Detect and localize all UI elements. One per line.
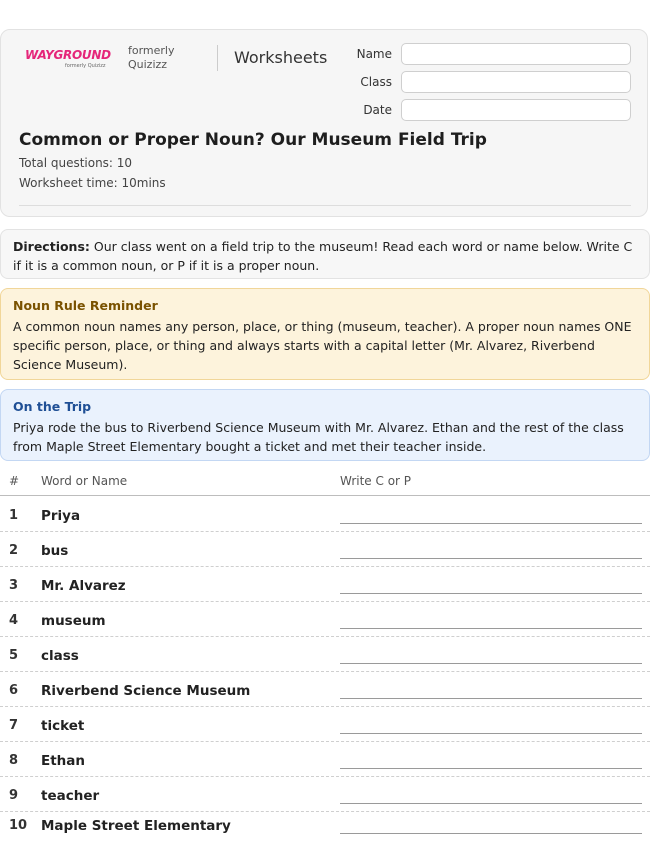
worksheet-time: Worksheet time: 10mins [19,176,166,190]
row-number: 4 [9,613,19,628]
class-field[interactable] [401,71,631,93]
wayground-logo [25,48,115,72]
table-row [0,672,650,707]
row-number: 7 [9,718,19,733]
directions-text: Our class went on a field trip to the museum! Read each word or name below. Write C if it is a common noun, or P if it is a proper noun. [13,239,633,273]
table-row [0,497,650,532]
column-header-word: Word or Name [41,474,128,488]
trip-heading: On the Trip [13,399,92,414]
row-word: Ethan [41,753,86,769]
row-word: ticket [41,718,85,734]
answer-line[interactable] [340,663,642,664]
answer-line[interactable] [340,833,642,834]
noun-rule-reminder [0,288,650,380]
header-rule [19,205,631,206]
total-questions: Total questions: 10 [19,156,133,170]
worksheets-label: Worksheets [234,48,328,67]
name-label: Name [356,47,392,61]
worksheet-title: Common or Proper Noun? Our Museum Field Trip [19,130,487,150]
table-row [0,707,650,742]
row-number: 10 [9,818,28,833]
formerly-quizizz-text: formerly Quizizz [128,44,175,71]
answer-line[interactable] [340,628,642,629]
row-number: 1 [9,508,19,523]
answer-line[interactable] [340,593,642,594]
row-word: teacher [41,788,100,804]
logo-wordmark: WAYGROUND [25,48,111,62]
table-row [0,807,650,842]
row-word: Riverbend Science Museum [41,683,251,699]
answer-line[interactable] [340,803,642,804]
row-number: 6 [9,683,19,698]
row-word: museum [41,613,106,629]
table-header-rule [0,495,650,496]
date-field[interactable] [401,99,631,121]
row-number: 5 [9,648,19,663]
row-number: 2 [9,543,19,558]
row-word: bus [41,543,69,559]
directions-label: Directions: [13,239,90,254]
worksheet-header [0,29,648,217]
name-field[interactable] [401,43,631,65]
table-row [0,532,650,567]
row-number: 8 [9,753,19,768]
row-word: Mr. Alvarez [41,578,126,594]
row-word: Priya [41,508,81,524]
table-row [0,567,650,602]
column-header-answer: Write C or P [340,474,412,488]
trip-text: Priya rode the bus to Riverbend Science Museum with Mr. Alvarez. Ethan and the rest of the class from Maple Street Elementary bought a ticket and met their teacher inside. [13,420,624,454]
directions-box [0,229,650,279]
answer-line[interactable] [340,523,642,524]
reminder-text: A common noun names any person, place, or thing (museum, teacher). A proper noun names ONE specific person, place, or thing and always starts with a capital letter (Mr. Alvarez, Riverbend Science Museum). [13,319,632,372]
table-row [0,602,650,637]
table-row [0,742,650,777]
answer-line[interactable] [340,768,642,769]
answer-line[interactable] [340,558,642,559]
logo-subtext: formerly Quizizz [65,63,106,69]
on-the-trip-box [0,389,650,461]
reminder-heading: Noun Rule Reminder [13,298,158,313]
row-number: 3 [9,578,19,593]
answer-line[interactable] [340,698,642,699]
row-word: Maple Street Elementary [41,818,231,834]
date-label: Date [363,103,392,117]
row-word: class [41,648,79,664]
class-label: Class [360,75,392,89]
answer-line[interactable] [340,733,642,734]
column-header-num: # [9,474,20,488]
table-row [0,637,650,672]
header-divider [217,45,218,71]
row-number: 9 [9,788,19,803]
